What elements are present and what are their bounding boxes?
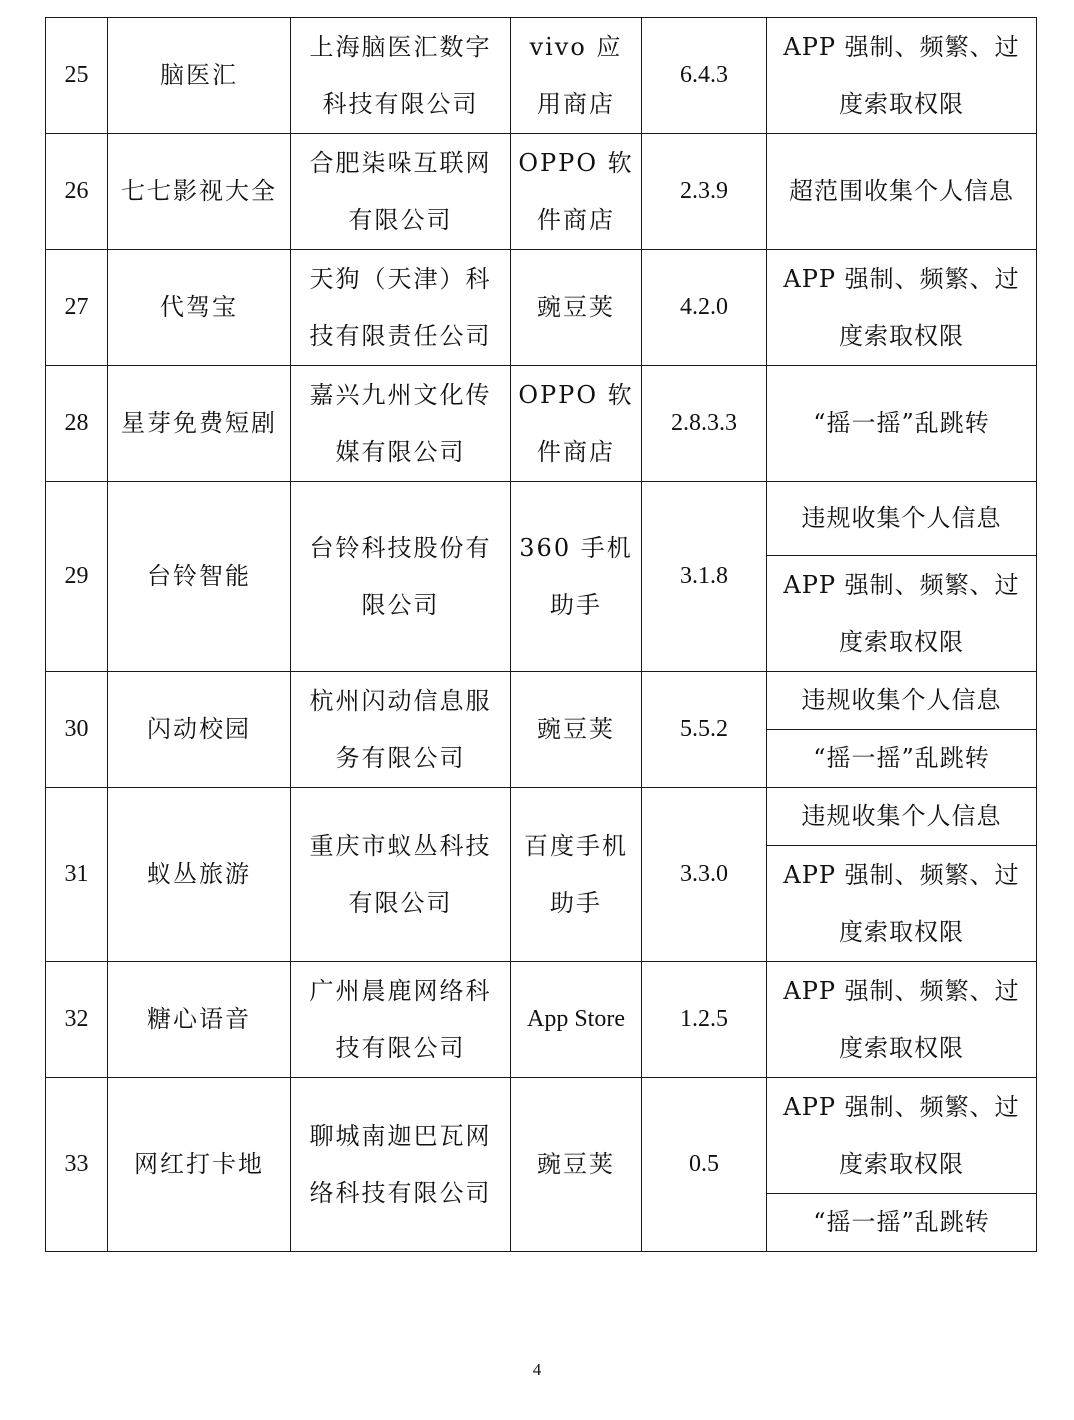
app-store: 豌豆荚	[511, 672, 642, 788]
row-number: 30	[46, 672, 108, 788]
company-name: 天狗（天津）科技有限责任公司	[291, 250, 511, 366]
company-name: 重庆市蚁丛科技有限公司	[291, 788, 511, 962]
company-name: 广州晨鹿网络科技有限公司	[291, 962, 511, 1078]
app-version: 6.4.3	[642, 18, 767, 134]
app-store: 豌豆荚	[511, 1078, 642, 1252]
app-name: 台铃智能	[108, 482, 291, 672]
issue: “摇一摇”乱跳转	[767, 366, 1037, 482]
table-row	[46, 134, 1037, 250]
app-name: 蚁丛旅游	[108, 788, 291, 962]
issue: “摇一摇”乱跳转	[767, 730, 1037, 788]
table-row	[46, 18, 1037, 134]
row-number: 26	[46, 134, 108, 250]
app-name: 闪动校园	[108, 672, 291, 788]
issue: 违规收集个人信息	[767, 788, 1037, 846]
row-number: 33	[46, 1078, 108, 1252]
app-name: 糖心语音	[108, 962, 291, 1078]
issue: APP 强制、频繁、过度索取权限	[767, 846, 1037, 962]
issue: APP 强制、频繁、过度索取权限	[767, 1078, 1037, 1194]
app-store: App Store	[511, 962, 642, 1078]
app-version: 5.5.2	[642, 672, 767, 788]
app-store: 百度手机助手	[511, 788, 642, 962]
app-version: 0.5	[642, 1078, 767, 1252]
company-name: 聊城南迦巴瓦网络科技有限公司	[291, 1078, 511, 1252]
issue: APP 强制、频繁、过度索取权限	[767, 556, 1037, 672]
row-number: 25	[46, 18, 108, 134]
app-name: 代驾宝	[108, 250, 291, 366]
app-version: 3.3.0	[642, 788, 767, 962]
app-name: 网红打卡地	[108, 1078, 291, 1252]
row-number: 29	[46, 482, 108, 672]
company-name: 台铃科技股份有限公司	[291, 482, 511, 672]
app-version: 4.2.0	[642, 250, 767, 366]
row-number: 28	[46, 366, 108, 482]
app-version: 1.2.5	[642, 962, 767, 1078]
issue: APP 强制、频繁、过度索取权限	[767, 250, 1037, 366]
table-row	[46, 366, 1037, 482]
table-row	[46, 962, 1037, 1078]
table-row	[46, 250, 1037, 366]
app-store: 360 手机助手	[511, 482, 642, 672]
company-name: 合肥柒哚互联网有限公司	[291, 134, 511, 250]
app-version: 2.3.9	[642, 134, 767, 250]
app-store: OPPO 软件商店	[511, 366, 642, 482]
issue: 违规收集个人信息	[767, 672, 1037, 730]
app-store: 豌豆荚	[511, 250, 642, 366]
app-violation-table	[45, 17, 1037, 1252]
app-store: vivo 应用商店	[511, 18, 642, 134]
app-name: 脑医汇	[108, 18, 291, 134]
issue: 违规收集个人信息	[767, 482, 1037, 556]
app-version: 2.8.3.3	[642, 366, 767, 482]
page-number: 4	[532, 1360, 542, 1379]
company-name: 杭州闪动信息服务有限公司	[291, 672, 511, 788]
row-number: 32	[46, 962, 108, 1078]
table-row	[46, 788, 1037, 846]
issue: 超范围收集个人信息	[767, 134, 1037, 250]
app-name: 星芽免费短剧	[108, 366, 291, 482]
app-name: 七七影视大全	[108, 134, 291, 250]
table-row	[46, 482, 1037, 556]
table-row	[46, 672, 1037, 730]
company-name: 上海脑医汇数字科技有限公司	[291, 18, 511, 134]
row-number: 27	[46, 250, 108, 366]
issue: APP 强制、频繁、过度索取权限	[767, 962, 1037, 1078]
company-name: 嘉兴九州文化传媒有限公司	[291, 366, 511, 482]
table-row	[46, 1078, 1037, 1194]
issue: “摇一摇”乱跳转	[767, 1194, 1037, 1252]
app-store: OPPO 软件商店	[511, 134, 642, 250]
app-version: 3.1.8	[642, 482, 767, 672]
issue: APP 强制、频繁、过度索取权限	[767, 18, 1037, 134]
row-number: 31	[46, 788, 108, 962]
